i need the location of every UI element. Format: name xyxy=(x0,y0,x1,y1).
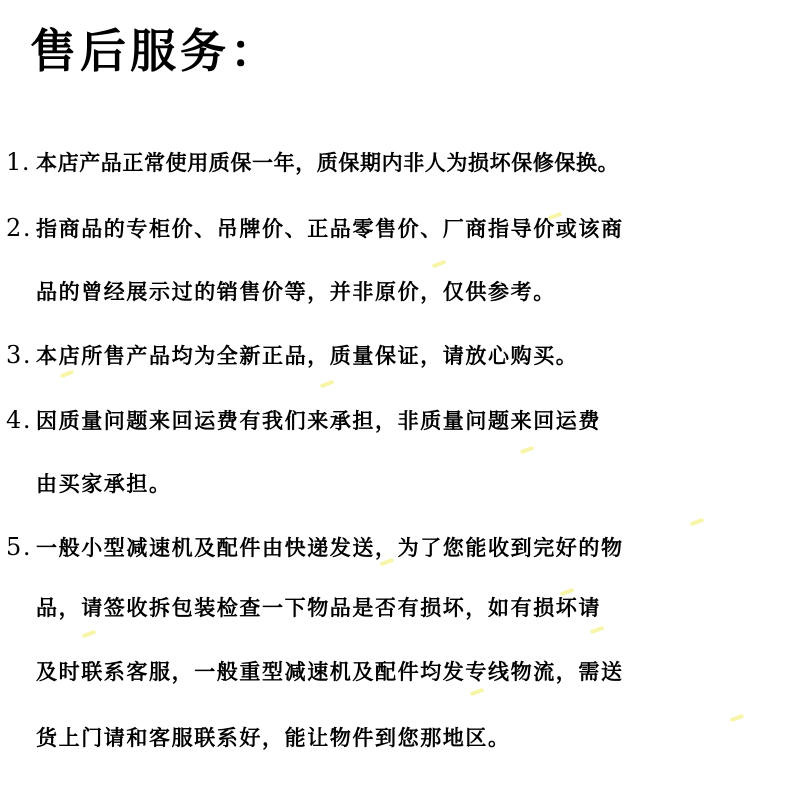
decor-sparkle xyxy=(520,446,535,455)
decor-sparkle xyxy=(82,630,97,639)
item-text: 因质量问题来回运费有我们来承担，非质量问题来回运费 xyxy=(36,409,601,433)
item-number: 2. xyxy=(6,214,33,242)
policy-item-5-continued: 货上门请和客服联系好，能让物件到您那地区。 xyxy=(36,726,511,750)
item-text: 本店产品正常使用质保一年，质保期内非人为损坏保修保换。 xyxy=(36,151,620,175)
policy-item-5-continued: 品，请签收拆包装检查一下物品是否有损坏，如有损坏请 xyxy=(36,596,601,620)
item-number: 1. xyxy=(6,148,31,176)
decor-sparkle xyxy=(590,626,605,635)
policy-item-5-continued: 及时联系客服，一般重型减速机及配件均发专线物流，需送 xyxy=(36,660,624,684)
item-number: 5. xyxy=(6,533,33,561)
policy-item-2 xyxy=(6,216,624,240)
policy-item-2-continued: 品的曾经展示过的销售价等，并非原价，仅供参考。 xyxy=(36,280,556,304)
page-title: 售后服务： xyxy=(30,24,280,78)
decor-sparkle xyxy=(432,260,447,269)
decor-sparkle xyxy=(60,370,75,379)
item-number: 3. xyxy=(6,341,33,369)
policy-item-5 xyxy=(6,535,624,559)
policy-item-3 xyxy=(6,343,578,367)
policy-item-4 xyxy=(6,408,601,432)
item-text: 本店所售产品均为全新正品，质量保证，请放心购买。 xyxy=(36,344,579,368)
decor-sparkle xyxy=(730,714,745,723)
decor-sparkle xyxy=(320,380,335,389)
item-text: 指商品的专柜价、吊牌价、正品零售价、厂商指导价或该商 xyxy=(36,217,624,241)
item-text: 一般小型减速机及配件由快递发送，为了您能收到完好的物 xyxy=(36,536,624,560)
decor-sparkle xyxy=(690,518,705,527)
item-number: 4. xyxy=(6,406,33,434)
decor-sparkle xyxy=(560,588,575,597)
policy-item-4-continued: 由买家承担。 xyxy=(36,472,172,496)
policy-item-1 xyxy=(6,150,619,174)
decor-sparkle xyxy=(470,688,485,697)
